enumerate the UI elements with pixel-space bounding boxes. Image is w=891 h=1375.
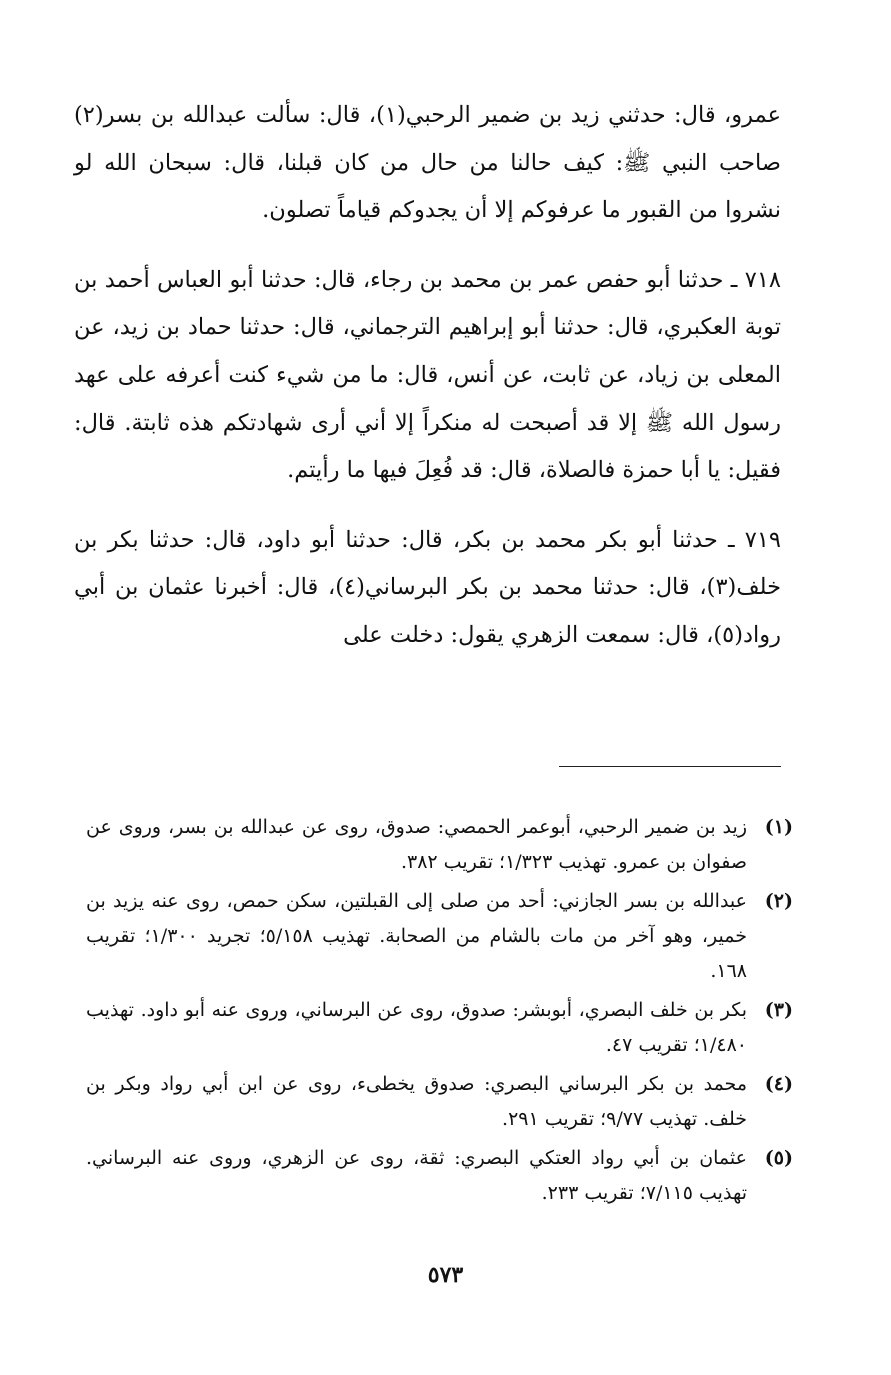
footnote — [86, 1067, 793, 1137]
paragraph-hadith-719: ٧١٩ ـ حدثنا أبو بكر محمد بن بكر، قال: حدثنا أبو داود، قال: حدثنا بكر بن خلف(٣)، قال: حدثنا محمد بن بكر البرساني(٤)، قال: أخبرنا عثمان بن أبي رواد(٥)، قال: سمعت الزهري يقول: دخلت على — [74, 526, 781, 648]
footnote-number: (٢) — [764, 890, 793, 912]
footnote-number: (٣) — [764, 999, 793, 1021]
paragraph-hadith-718: ٧١٨ ـ حدثنا أبو حفص عمر بن محمد بن رجاء، قال: حدثنا أبو العباس أحمد بن توبة العكبري، قال: حدثنا أبو إبراهيم الترجماني، قال: حدثنا حماد بن زيد، عن المعلى بن زياد، عن ثابت، عن أنس، قال: ما من شيء كنت أعرفه على عهد رسول الله ﷺ إلا قد أصبحت له منكراً إلا أني أرى شهادتكم هذه ثابتة. قال: فقيل: يا أبا حمزة فالصلاة، قال: قد فُعِلَ فيها ما رأيتم. — [74, 266, 781, 484]
footnote-text: عبدالله بن بسر الجازني: أحد من صلى إلى القبلتين، سكن حمص، روى عنه يزيد بن خمير، وهو آخر من مات بالشام من الصحابة. تهذيب ٥/١٥٨؛ تجريد ١/٣٠٠؛ تقريب ١٦٨. — [86, 890, 747, 982]
footnote-number: (٤) — [764, 1073, 793, 1095]
footnote — [86, 884, 793, 989]
footnote — [86, 810, 793, 880]
main-text — [74, 92, 781, 660]
footnotes — [86, 810, 793, 1215]
footnote-text: زيد بن ضمير الرحبي، أبوعمر الحمصي: صدوق، روى عن عبدالله بن بسر، وروى عن صفوان بن عمرو. تهذيب ١/٣٢٣؛ تقريب ٣٨٢. — [86, 816, 747, 873]
footnote-number: (١) — [764, 816, 793, 838]
footnote-text: بكر بن خلف البصري، أبوبشر: صدوق، روى عن البرساني، وروى عنه أبو داود. تهذيب ١/٤٨٠؛ تقريب ٤٧. — [86, 999, 747, 1056]
footnote — [86, 1141, 793, 1211]
footnote — [86, 993, 793, 1063]
footnote-separator — [559, 766, 781, 767]
paragraph-continuation: عمرو، قال: حدثني زيد بن ضمير الرحبي(١)، قال: سألت عبدالله بن بسر(٢) صاحب النبي ﷺ: كيف حالنا من حال من كان قبلنا، قال: سبحان الله لو نشروا من القبور ما عرفوكم إلا أن يجدوكم قياماً تصلون. — [74, 102, 781, 224]
footnote-text: عثمان بن أبي رواد العتكي البصري: ثقة، روى عن الزهري، وروى عنه البرساني. تهذيب ٧/١١٥؛ تقريب ٢٣٣. — [86, 1147, 747, 1204]
page-number: ٥٧٣ — [427, 1262, 464, 1288]
footnote-text: محمد بن بكر البرساني البصري: صدوق يخطىء، روى عن ابن أبي رواد وبكر بن خلف. تهذيب ٩/٧٧؛ تقريب ٢٩١. — [86, 1073, 747, 1130]
footnote-number: (٥) — [764, 1147, 793, 1169]
